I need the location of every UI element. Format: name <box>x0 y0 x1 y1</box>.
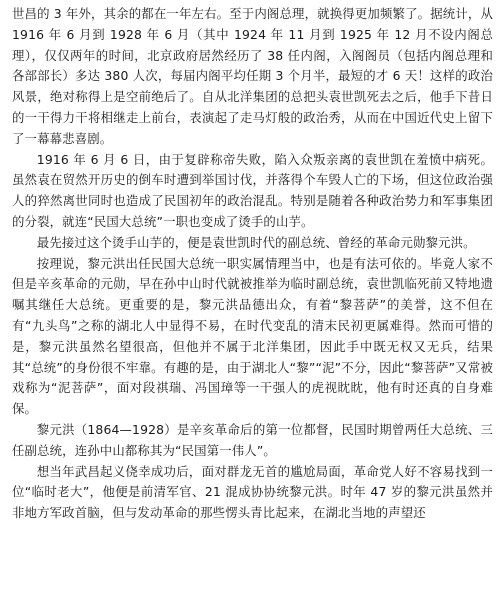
paragraph-3: 最先接过这个烫手山芋的，便是袁世凯时代的副总统、曾经的革命元勋黎元洪。 <box>36 234 476 250</box>
paragraph-5: 黎元洪（1864—1928）是辛亥革命后的第一位都督，民国时期曾两任大总统、三任副总统，连孙中山都称其为“民国第一伟人”。 <box>12 421 493 458</box>
paragraph-1: 世昌的 3 年外，其余的都在一年左右。至于内阁总理，就换得更加频繁了。据统计，从 1916 年 6 月到 1928 年 6 月（其中 1924 年 11 月到 1925 年 12 月不设内阁总理），仅仅两年的时间，北京政府居然经历了 38 任内阁，入阁阁员（包括内阁总理和各部部长）多达 380 人次，每届内阁平均任期 3 个月半，最短的才 6 天！这样的政治风景，绝对称得上是空前绝后了。自从北洋集团的总把头袁世凯死去之后，他手下昔日的一干得力干将相继走上前台，表演起了走马灯般的政治秀，从而在中国近代史上留下了一幕幕悲喜剧。 <box>12 6 493 146</box>
paragraph-6: 想当年武昌起义侥幸成功后，面对群龙无首的尴尬局面，革命党人好不容易找到一位“临时老大”，他便是前清军官、21 混成协协统黎元洪。时年 47 岁的黎元洪虽然并非地方军政首脑，但与发动革命的那些愣头青比起来，在湖北当地的声望还 <box>12 463 493 521</box>
paragraph-4: 按理说，黎元洪出任民国大总统一职实属情理当中，也是有法可依的。毕竟人家不但是辛亥革命的元勋，早在孙中山时代就被推举为临时副总统，袁世凯临死前又特地遗嘱其继任大总统。更重要的是，黎元洪品德出众，有着“黎菩萨”的美誉，这不但在有“九头鸟”之称的湖北人中显得不易，在时代变乱的清末民初更属难得。然而可惜的是，黎元洪虽然名望很高，但他并不属于北洋集团，因此手中既无权又无兵，结果其“总统”的身份很不牢靠。有趣的是，由于湖北人“黎”“泥”不分，因此“黎菩萨”又常被戏称为“泥菩萨”，面对段祺瑞、冯国璋等一干强人的虎视眈眈，他有时还真的自身难保。 <box>12 255 493 417</box>
paragraph-2: 1916 年 6 月 6 日，由于复辟称帝失败，陷入众叛亲离的袁世凯在羞愤中病死。虽然袁在贸然开历史的倒车时遭到举国讨伐，并落得个车毁人亡的下场，但这位政治强人的猝然离世同时也造成了民国初年的政治混乱。特别是随着各种政治势力和军事集团的分裂，就连“民国大总统”一职也变成了烫手的山芋。 <box>12 151 493 229</box>
